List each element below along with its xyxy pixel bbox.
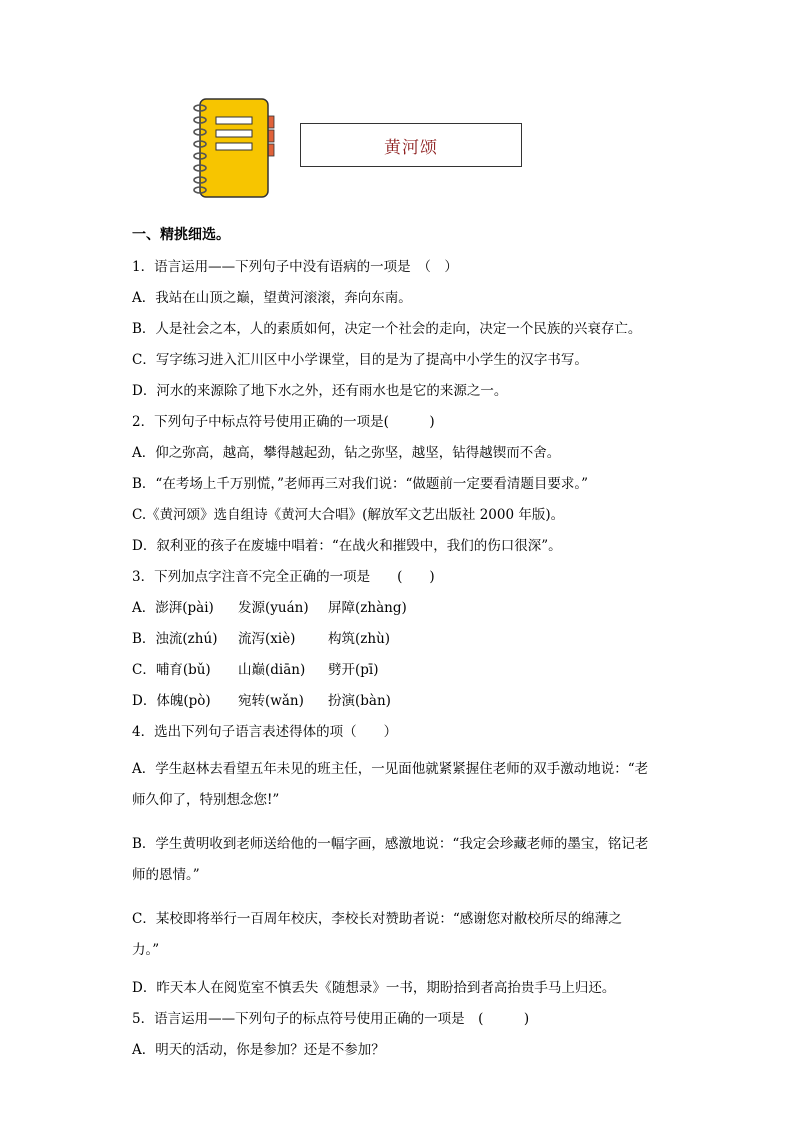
option-d: D．叙利亚的孩子在废墟中唱着：“在战火和摧毁中，我们的伤口很深”。: [132, 538, 562, 554]
option-line: 力。”: [132, 942, 160, 958]
question-1: [132, 258, 672, 400]
pinyin-item: B．浊流(zhú): [132, 631, 218, 647]
option-a: A．仰之弥高，越高，攀得越起劲，钻之弥坚，越坚，钻得越锲而不舍。: [132, 445, 561, 461]
page-title: 黄河颂: [300, 123, 522, 167]
question-stem: 2．下列句子中标点符号使用正确的一项是( ): [132, 414, 435, 430]
pinyin-item: 构筑(zhù): [328, 631, 391, 647]
pinyin-item: A．澎湃(pài): [132, 600, 214, 616]
pinyin-item: 劈开(pī): [328, 662, 379, 678]
pinyin-row-a: [132, 599, 672, 617]
option-c: C.《黄河颂》选自组诗《黄河大合唱》(解放军文艺出版社 2000 年版)。: [132, 507, 565, 523]
pinyin-item: C．哺育(bǔ): [132, 662, 211, 678]
pinyin-item: 屏障(zhàng): [328, 600, 407, 616]
option-line: 师的恩情。”: [132, 867, 200, 883]
pinyin-item: 流泻(xiè): [238, 631, 296, 647]
pinyin-item: 扮演(bàn): [328, 693, 391, 709]
pinyin-row-d: [132, 692, 672, 710]
option-a: [132, 754, 672, 816]
option-b: B．“在考场上千万别慌，”老师再三对我们说：“做题前一定要看清题目要求。”: [132, 476, 589, 492]
pinyin-item: 发源(yuán): [238, 600, 309, 616]
pinyin-item: 山巅(diān): [238, 662, 306, 678]
notebook-icon: [192, 96, 278, 200]
question-5: [132, 1010, 672, 1059]
option-a: A．我站在山顶之巅，望黄河滚滚，奔向东南。: [132, 290, 412, 306]
option-a: A．明天的活动，你是参加？还是不参加？: [132, 1042, 385, 1058]
section-heading: 一、精挑细选。: [132, 227, 230, 243]
question-4: [132, 723, 672, 997]
question-stem: 1．语言运用——下列句子中没有语病的一项是 （ ）: [132, 259, 458, 275]
pinyin-item: 宛转(wǎn): [238, 693, 304, 709]
option-c: [132, 904, 672, 966]
pinyin-row-b: [132, 630, 672, 648]
option-line: 师久仰了，特别想念您!”: [132, 792, 280, 808]
option-line: B．学生黄明收到老师送给他的一幅字画，感激地说：“我定会珍藏老师的墨宝，铭记老: [132, 836, 649, 852]
question-2: [132, 413, 672, 555]
option-c: C．写字练习进入汇川区中小学课堂，目的是为了提高中小学生的汉字书写。: [132, 352, 588, 368]
question-stem: 4．选出下列句子语言表述得体的项（ ）: [132, 724, 398, 740]
option-b: B．人是社会之本，人的素质如何，决定一个社会的走向，决定一个民族的兴衰存亡。: [132, 321, 642, 337]
question-3: [132, 568, 672, 710]
option-b: [132, 829, 672, 891]
worksheet-content: [132, 226, 672, 1072]
option-line: A．学生赵林去看望五年未见的班主任，一见面他就紧紧握住老师的双手激动地说：“老: [132, 761, 649, 777]
option-line: C．某校即将举行一百周年校庆，李校长对赞助者说：“感谢您对敝校所尽的绵薄之: [132, 911, 622, 927]
option-d: D．河水的来源除了地下水之外，还有雨水也是它的来源之一。: [132, 383, 508, 399]
pinyin-row-c: [132, 661, 672, 679]
option-d: D．昨天本人在阅览室不慎丢失《随想录》一书，期盼拾到者高抬贵手马上归还。: [132, 980, 616, 996]
pinyin-item: D．体魄(pò): [132, 693, 211, 709]
question-stem: 3．下列加点字注音不完全正确的一项是 ( ): [132, 569, 435, 585]
question-stem: 5．语言运用——下列句子的标点符号使用正确的一项是 ( ): [132, 1011, 530, 1027]
